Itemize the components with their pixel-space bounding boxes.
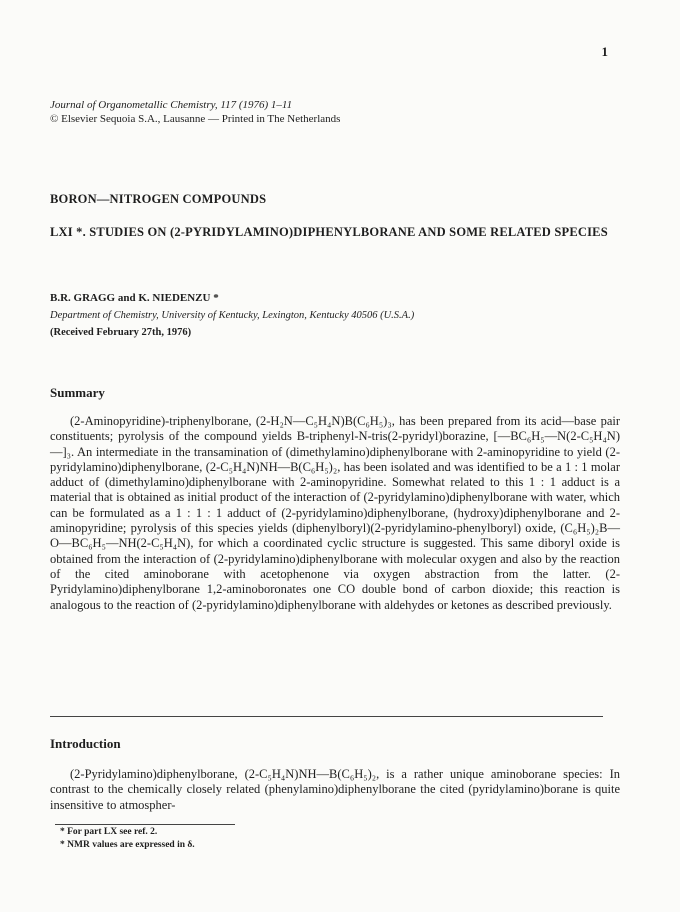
author-block: [50, 290, 620, 341]
journal-citation: Journal of Organometallic Chemistry, 117 (1976) 1–11: [50, 99, 293, 111]
series-title: BORON—NITROGEN COMPOUNDS: [50, 192, 267, 206]
summary-text: (2-Aminopyridine)-triphenylborane, (2-H₂N—C₅H₄N)B(C₆H₅)₃, has been prepared from its acid—base pair constituents; pyrolysis of the compound yields B-triphenyl-N-tris(2-pyridyl)borazine, [—BC₆H₅—N(2-C₅H₄N)—]₃. An intermediate in the transamination of (dimethylamino)diphenylborane with 2-aminopyridine to yield (2-pyridylamino)diphenylborane, (2-C₅H₄N)NH—B(C₆H₅)₂, has been isolated and was identified to be a 1 : 1 molar adduct of (dimethylamino)diphenylborane with 2-aminopyridine. Somewhat related to this 1 : 1 adduct is a material that is obtained as initial product of the interaction of (2-pyridylamino)diphenylborane with water, which can be formulated as a 1 : 1 : 1 adduct of (2-pyridylamino)diphenylborane, (hydroxy)diphenylborane and 2-aminopyridine; pyrolysis of this species yields (diphenylboryl)(2-pyridylamino-phenylboryl) oxide, (C₆H₅)₂B—O—BC₆H₅—NH(2-C₅H₄N), for which a coordinated cyclic structure is suggested. This same diboryl oxide is obtained from the interaction of (2-pyridylamino)diphenylborane with molecular oxygen and also by the reaction of the cited aminoborane with acetophenone via oxygen abstraction from the latter. (2-Pyridylamino)diphenylborane 1,2-aminoboronates one CO double bond of carbon dioxide; this reaction is analogous to the reaction of (2-pyridylamino)diphenylborane with aldehydes or ketones as described previously.: [50, 414, 620, 612]
article-title: LXI *. STUDIES ON (2-PYRIDYLAMINO)DIPHENYLBORANE AND SOME RELATED SPECIES: [50, 225, 608, 239]
summary-divider: [50, 716, 603, 717]
author-affiliation: Department of Chemistry, University of Kentucky, Lexington, Kentucky 40506 (U.S.A.): [50, 310, 415, 321]
author-names: B.R. GRAGG and K. NIEDENZU *: [50, 292, 219, 304]
footnote-1: * For part LX see ref. 2.: [60, 827, 158, 837]
publisher-line: © Elsevier Sequoia S.A., Lausanne — Printed in The Netherlands: [50, 113, 341, 125]
introduction-text: (2-Pyridylamino)diphenylborane, (2-C₅H₄N)NH—B(C₆H₅)₂, is a rather unique aminoborane species: In contrast to the chemically closely related (phenylamino)diphenylborane the cited (pyridylamino)borane is quite insensitive to atmospher-: [50, 767, 620, 812]
footnote-2: * NMR values are expressed in δ.: [60, 840, 195, 850]
journal-header: [50, 98, 610, 126]
introduction-heading: Introduction: [50, 736, 121, 751]
summary-heading: Summary: [50, 385, 105, 400]
page-number: 1: [601, 44, 608, 59]
received-date: (Received February 27th, 1976): [50, 327, 192, 338]
footnote-divider: [55, 824, 235, 825]
